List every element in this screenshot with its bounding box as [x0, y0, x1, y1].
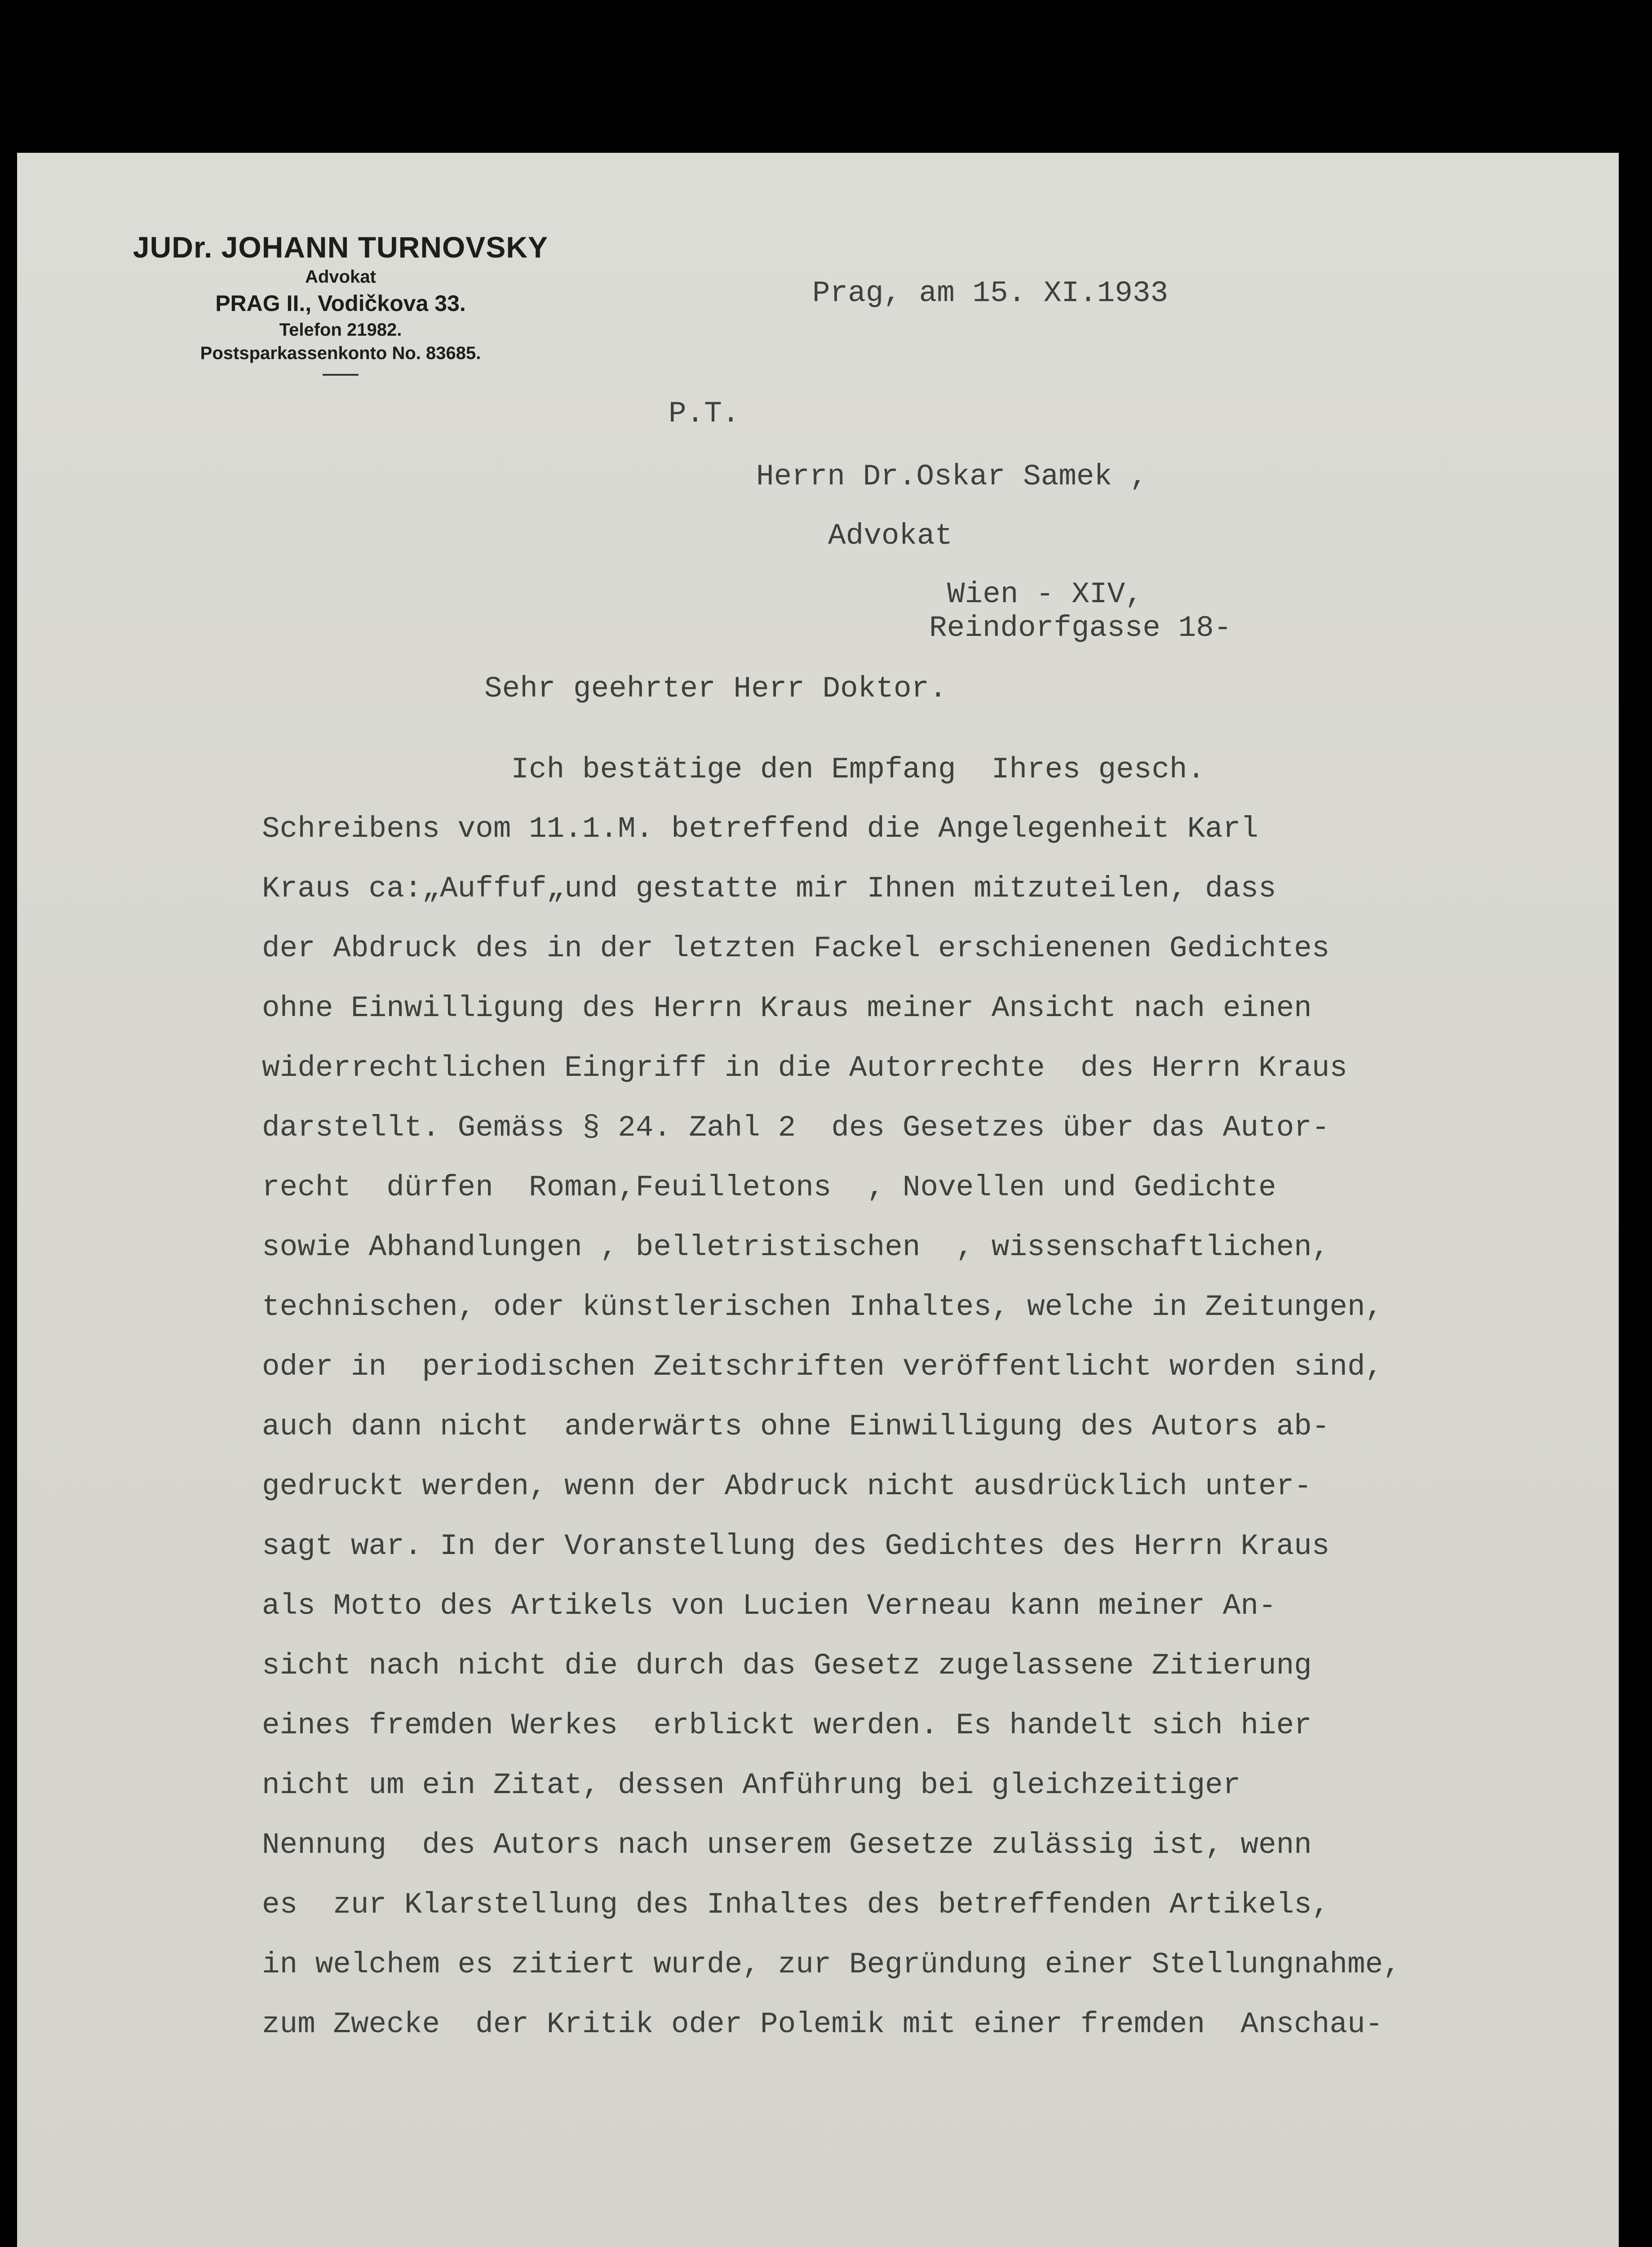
body-line: zum Zwecke der Kritik oder Polemik mit einer fremden Anschau-: [262, 2007, 1383, 2041]
body-line: ohne Einwilligung des Herrn Kraus meiner Ansicht nach einen: [262, 991, 1312, 1025]
body-line: darstellt. Gemäss § 24. Zahl 2 des Gesetzes über das Autor-: [262, 1111, 1330, 1145]
body-line: als Motto des Artikels von Lucien Verneau kann meiner An-: [262, 1589, 1276, 1623]
letterhead-divider: [323, 374, 359, 376]
body-line: Nennung des Autors nach unserem Gesetze zulässig ist, wenn: [262, 1828, 1312, 1862]
lawyer-postal-account: Postsparkassenkonto No. 83685.: [200, 343, 481, 363]
body-line: sowie Abhandlungen , belletristischen , wissenschaftlichen,: [262, 1230, 1330, 1264]
lawyer-name: JUDr. JOHANN TURNOVSKY: [133, 231, 549, 264]
body-line: eines fremden Werkes erblickt werden. Es handelt sich hier: [262, 1709, 1312, 1742]
lawyer-address: PRAG II., Vodičkova 33.: [215, 291, 466, 316]
body-line: gedruckt werden, wenn der Abdruck nicht ausdrücklich unter-: [262, 1470, 1312, 1503]
body-line: es zur Klarstellung des Inhaltes des betreffenden Artikels,: [262, 1888, 1330, 1922]
body-line: sicht nach nicht die durch das Gesetz zugelassene Zitierung: [262, 1649, 1312, 1683]
body-line: sagt war. In der Voranstellung des Gedichtes des Herrn Kraus: [262, 1529, 1330, 1563]
salutation: Sehr geehrter Herr Doktor.: [484, 672, 947, 706]
body-line: auch dann nicht anderwärts ohne Einwilligung des Autors ab-: [262, 1410, 1330, 1443]
recipient-pt: P.T.: [669, 397, 740, 431]
body-line: der Abdruck des in der letzten Fackel erschienenen Gedichtes: [262, 932, 1330, 965]
body-line: Kraus ca:„Auffuf„und gestatte mir Ihnen mitzuteilen, dass: [262, 872, 1276, 906]
recipient-street: Reindorfgasse 18-: [929, 611, 1232, 645]
letter-date: Prag, am 15. XI.1933: [812, 276, 1169, 310]
recipient-city: Wien - XIV,: [947, 577, 1143, 611]
body-line: widerrechtlichen Eingriff in die Autorrechte des Herrn Kraus: [262, 1051, 1347, 1085]
recipient-profession: Advokat: [828, 519, 953, 553]
body-line: Ich bestätige den Empfang Ihres gesch.: [262, 753, 1205, 786]
body-line: in welchem es zitiert wurde, zur Begründung einer Stellungnahme,: [262, 1948, 1401, 1981]
body-line: nicht um ein Zitat, dessen Anführung bei gleichzeitiger: [262, 1768, 1241, 1802]
letter-page: [17, 153, 1619, 2247]
lawyer-phone: Telefon 21982.: [279, 320, 402, 340]
body-line: recht dürfen Roman,Feuilletons , Novellen und Gedichte: [262, 1171, 1276, 1204]
lawyer-title: Advokat: [305, 267, 376, 287]
body-line: technischen, oder künstlerischen Inhaltes, welche in Zeitungen,: [262, 1290, 1383, 1324]
letterhead: [107, 229, 574, 376]
body-line: oder in periodischen Zeitschriften veröffentlicht worden sind,: [262, 1350, 1383, 1384]
recipient-name: Herrn Dr.Oskar Samek ,: [756, 460, 1148, 493]
body-line: Schreibens vom 11.1.M. betreffend die Angelegenheit Karl: [262, 812, 1258, 846]
